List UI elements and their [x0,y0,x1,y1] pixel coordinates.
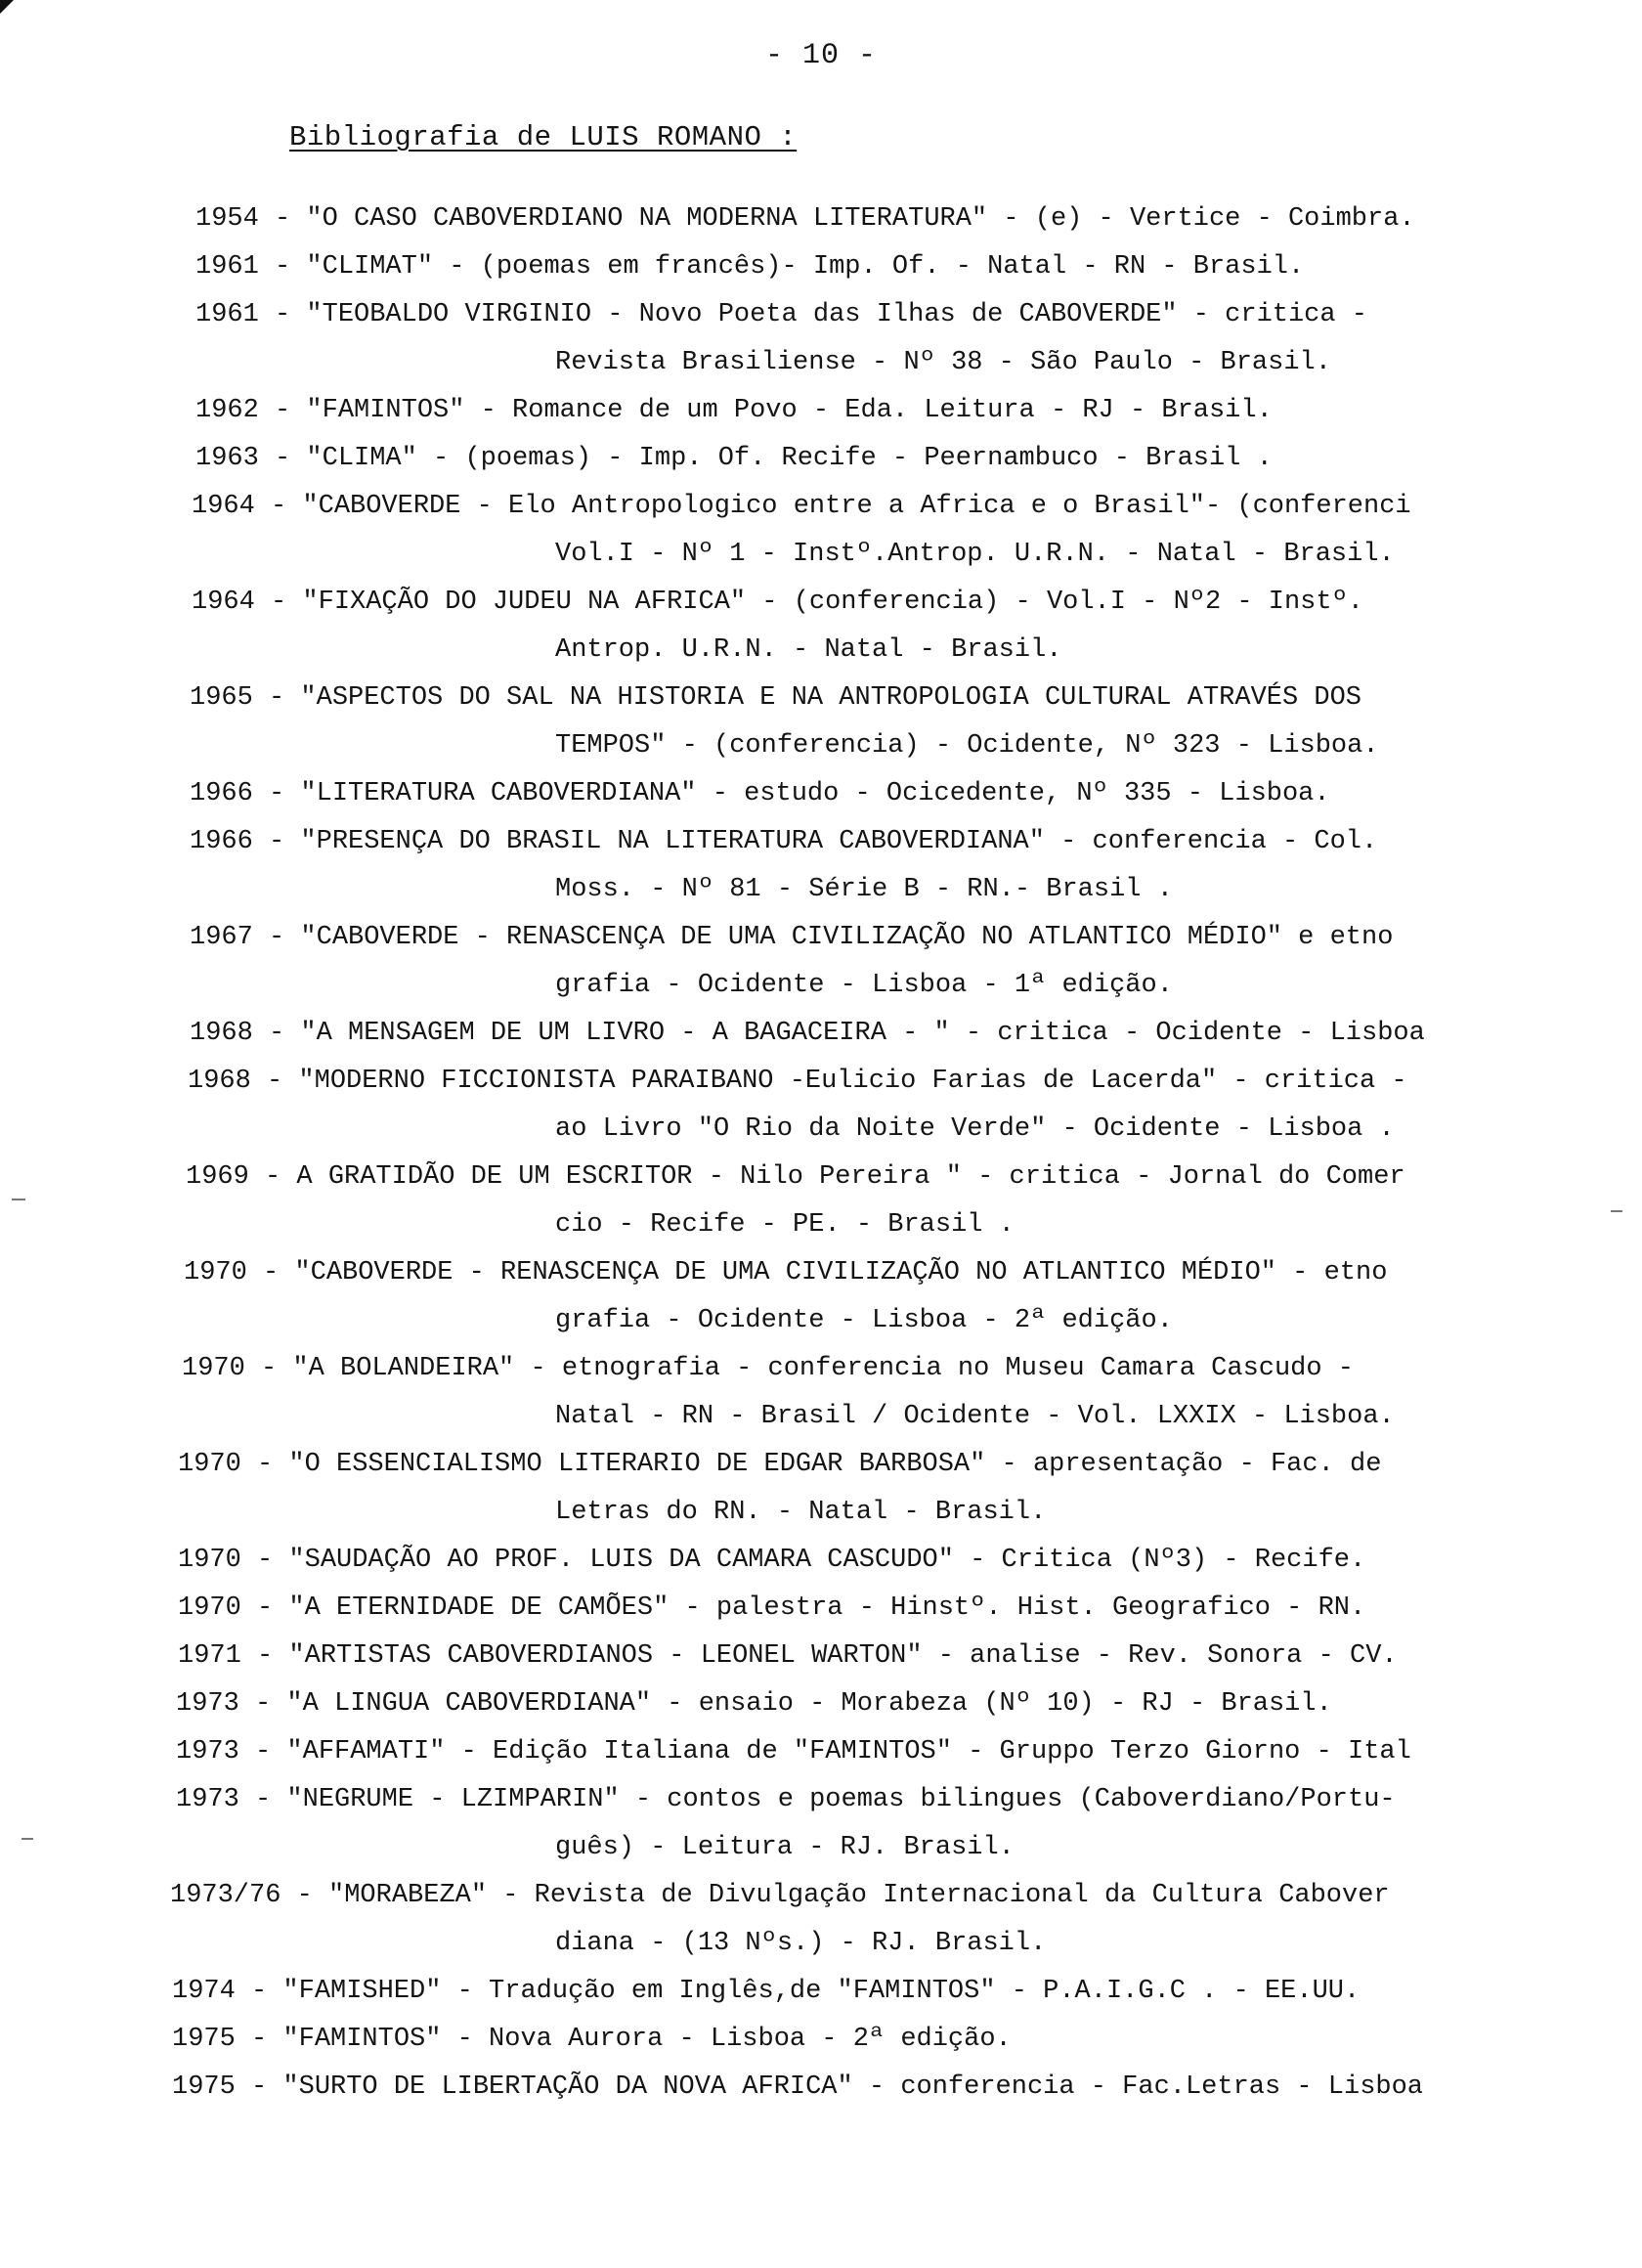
entry-first-line [0,1968,1642,2016]
entry-text: - "MORABEZA" - Revista de Divulgação Internacional da Cultura Cabover [296,1881,1390,1910]
entry-text: - "TEOBALDO VIRGINIO - Novo Poeta das Ilhas de CABOVERDE" - critica - [275,300,1367,329]
bibliography-entry [0,291,1642,387]
entry-text: - "SURTO DE LIBERTAÇÃO DA NOVA AFRICA" - conferencia - Fac.Letras - Lisboa [251,2072,1424,2102]
entry-text: - "CABOVERDE - RENASCENÇA DE UMA CIVILIZAÇÃO NO ATLANTICO MÉDIO" - etno [263,1258,1388,1287]
entry-first-line [0,1441,1642,1489]
entry-text: - "A ETERNIDADE DE CAMÕES" - palestra - Hinstº. Hist. Geografico - RN. [257,1593,1366,1623]
entry-continuation-line: ao Livro "O Rio da Noite Verde" - Ocidente - Lisboa . [555,1114,1395,1144]
entry-first-line [0,770,1642,818]
entry-year: 1973 [176,1689,239,1719]
page-number: - 10 - [764,39,878,72]
bibliography-entry [0,579,1642,675]
entry-text: - "CLIMA" - (poemas) - Imp. Of. Recife - Peernambuco - Brasil . [275,444,1273,473]
entry-year: 1975 [172,2072,236,2102]
entry-text: - "A LINGUA CABOVERDIANA" - ensaio - Morabeza (Nº 10) - RJ - Brasil. [255,1689,1332,1719]
entry-year: 1965 [190,683,253,713]
entry-first-line [0,435,1642,483]
bibliography-entry [0,1872,1642,1968]
entry-continuation-line: Vol.I - Nº 1 - Instº.Antrop. U.R.N. - Natal - Brasil. [555,540,1395,569]
entry-text: - "A BOLANDEIRA" - etnografia - conferencia no Museu Camara Cascudo - [261,1354,1354,1383]
scan-corner-mark [0,0,14,14]
entry-text: - "ASPECTOS DO SAL NA HISTORIA E NA ANTROPOLOGIA CULTURAL ATRAVÉS DOS [269,683,1361,713]
bibliography-entry [0,1345,1642,1441]
bibliography-entry [0,1968,1642,2016]
entry-year: 1973 [176,1737,239,1766]
entry-year: 1967 [190,923,253,952]
entry-first-line [0,914,1642,962]
entry-first-line [0,1680,1642,1728]
bibliography-entry [0,1728,1642,1776]
entry-first-line [0,1585,1642,1633]
bibliography-entry [0,675,1642,770]
entry-first-line [0,1154,1642,1201]
entry-year: 1970 [178,1546,241,1575]
entry-year: 1975 [172,2025,236,2054]
entry-year: 1961 [195,252,259,282]
entry-continuation-line: Moss. - Nº 81 - Série B - RN.- Brasil . [555,875,1173,904]
entry-first-line [0,483,1642,531]
entry-text: - "PRESENÇA DO BRASIL NA LITERATURA CABOVERDIANA" - conferencia - Col. [269,827,1378,856]
entry-text: - "ARTISTAS CABOVERDIANOS - LEONEL WARTON" - analise - Rev. Sonora - CV. [257,1641,1398,1671]
bibliography-entry [0,914,1642,1010]
entry-text: - "O CASO CABOVERDIANO NA MODERNA LITERATURA" - (e) - Vertice - Coimbra. [275,204,1415,234]
entry-text: - "FAMINTOS" - Romance de um Povo - Eda. Leitura - RJ - Brasil. [275,396,1273,425]
entry-first-line [0,196,1642,243]
bibliography-entry [0,1633,1642,1680]
bibliography-entry [0,1680,1642,1728]
bibliography-list [0,196,1642,2112]
entry-text: - A GRATIDÃO DE UM ESCRITOR - Nilo Pereira " - critica - Jornal do Comer [265,1162,1405,1192]
bibliography-entry [0,1776,1642,1872]
entry-first-line [0,675,1642,722]
entry-year: 1963 [195,444,259,473]
entry-continuation-line: Antrop. U.R.N. - Natal - Brasil. [555,635,1062,665]
entry-year: 1970 [182,1354,245,1383]
entry-text: - "FAMINTOS" - Nova Aurora - Lisboa - 2ª edição. [251,2025,1012,2054]
bibliography-entry [0,1537,1642,1585]
bibliography-entry [0,1154,1642,1249]
margin-tick [1611,1210,1622,1212]
entry-text: - "CABOVERDE - Elo Antropologico entre a Africa e o Brasil"- (conferenci [271,492,1411,521]
bibliography-entry [0,243,1642,291]
bibliography-entry [0,196,1642,243]
entry-continuation-line: cio - Recife - PE. - Brasil . [555,1210,1015,1240]
entry-first-line [0,387,1642,435]
entry-continuation-line: grafia - Ocidente - Lisboa - 2ª edição. [555,1306,1173,1335]
entry-year: 1962 [195,396,259,425]
entry-first-line [0,1249,1642,1297]
bibliography-entry [0,1010,1642,1058]
bibliography-entry [0,435,1642,483]
entry-first-line [0,1537,1642,1585]
entry-continuation-line: Revista Brasiliense - Nº 38 - São Paulo - Brasil. [555,348,1331,377]
entry-text: - "LITERATURA CABOVERDIANA" - estudo - Ocicedente, Nº 335 - Lisboa. [269,779,1330,808]
entry-first-line [0,1345,1642,1393]
entry-year: 1954 [195,204,259,234]
bibliography-entry [0,770,1642,818]
bibliography-entry [0,1249,1642,1345]
entry-first-line [0,291,1642,339]
entry-text: - "CABOVERDE - RENASCENÇA DE UMA CIVILIZAÇÃO NO ATLANTICO MÉDIO" e etno [269,923,1394,952]
entry-first-line [0,1058,1642,1106]
entry-year: 1966 [190,827,253,856]
bibliography-entry [0,1441,1642,1537]
entry-first-line [0,818,1642,866]
entry-text: - "FAMISHED" - Tradução em Inglês,de "FAMINTOS" - P.A.I.G.C . - EE.UU. [251,1977,1361,2006]
bibliography-entry [0,483,1642,579]
entry-text: - "CLIMAT" - (poemas em francês)- Imp. Of. - Natal - RN - Brasil. [275,252,1305,282]
entry-continuation-line: Natal - RN - Brasil / Ocidente - Vol. LXXIX - Lisboa. [555,1402,1395,1431]
entry-year: 1968 [190,1019,253,1048]
entry-year: 1964 [192,492,255,521]
entry-continuation-line: Letras do RN. - Natal - Brasil. [555,1498,1047,1527]
entry-year: 1966 [190,779,253,808]
bibliography-entry [0,2016,1642,2064]
entry-year: 1969 [186,1162,249,1192]
bibliography-entry [0,1058,1642,1154]
entry-text: - "FIXAÇÃO DO JUDEU NA AFRICA" - (conferencia) - Vol.I - Nº2 - Instº. [271,588,1363,617]
entry-year: 1973 [176,1785,239,1814]
entry-text: - "A MENSAGEM DE UM LIVRO - A BAGACEIRA - " - critica - Ocidente - Lisboa [269,1019,1425,1048]
entry-year: 1961 [195,300,259,329]
entry-first-line [0,1633,1642,1680]
entry-continuation-line: grafia - Ocidente - Lisboa - 1ª edição. [555,971,1173,1000]
entry-text: - "O ESSENCIALISMO LITERARIO DE EDGAR BARBOSA" - apresentação - Fac. de [257,1450,1382,1479]
margin-tick [22,1838,33,1840]
entry-year: 1974 [172,1977,236,2006]
bibliography-entry [0,2064,1642,2112]
bibliography-heading: Bibliografia de LUIS ROMANO : [289,121,798,153]
entry-text: - "MODERNO FICCIONISTA PARAIBANO -Eulicio Farias de Lacerda" - critica - [267,1067,1407,1096]
entry-first-line [0,1010,1642,1058]
entry-text: - "AFFAMATI" - Edição Italiana de "FAMINTOS" - Gruppo Terzo Giorno - Ital [255,1737,1411,1766]
entry-first-line [0,1872,1642,1920]
entry-first-line [0,2016,1642,2064]
entry-first-line [0,579,1642,627]
entry-year: 1971 [178,1641,241,1671]
entry-year: 1970 [178,1450,241,1479]
entry-year: 1973/76 [170,1881,281,1910]
entry-text: - "SAUDAÇÃO AO PROF. LUIS DA CAMARA CASCUDO" - Critica (Nº3) - Recife. [257,1546,1366,1575]
bibliography-entry [0,387,1642,435]
entry-year: 1970 [184,1258,247,1287]
entry-first-line [0,1776,1642,1824]
bibliography-entry [0,1585,1642,1633]
bibliography-entry [0,818,1642,914]
entry-continuation-line: diana - (13 Nºs.) - RJ. Brasil. [555,1929,1047,1958]
entry-text: - "NEGRUME - LZIMPARIN" - contos e poemas bilingues (Caboverdiano/Portu- [255,1785,1396,1814]
entry-first-line [0,2064,1642,2112]
entry-year: 1970 [178,1593,241,1623]
entry-continuation-line: TEMPOS" - (conferencia) - Ocidente, Nº 323 - Lisboa. [555,731,1379,761]
entry-continuation-line: guês) - Leitura - RJ. Brasil. [555,1833,1015,1862]
entry-first-line [0,1728,1642,1776]
entry-year: 1964 [192,588,255,617]
margin-tick [12,1199,25,1200]
entry-first-line [0,243,1642,291]
entry-year: 1968 [188,1067,251,1096]
